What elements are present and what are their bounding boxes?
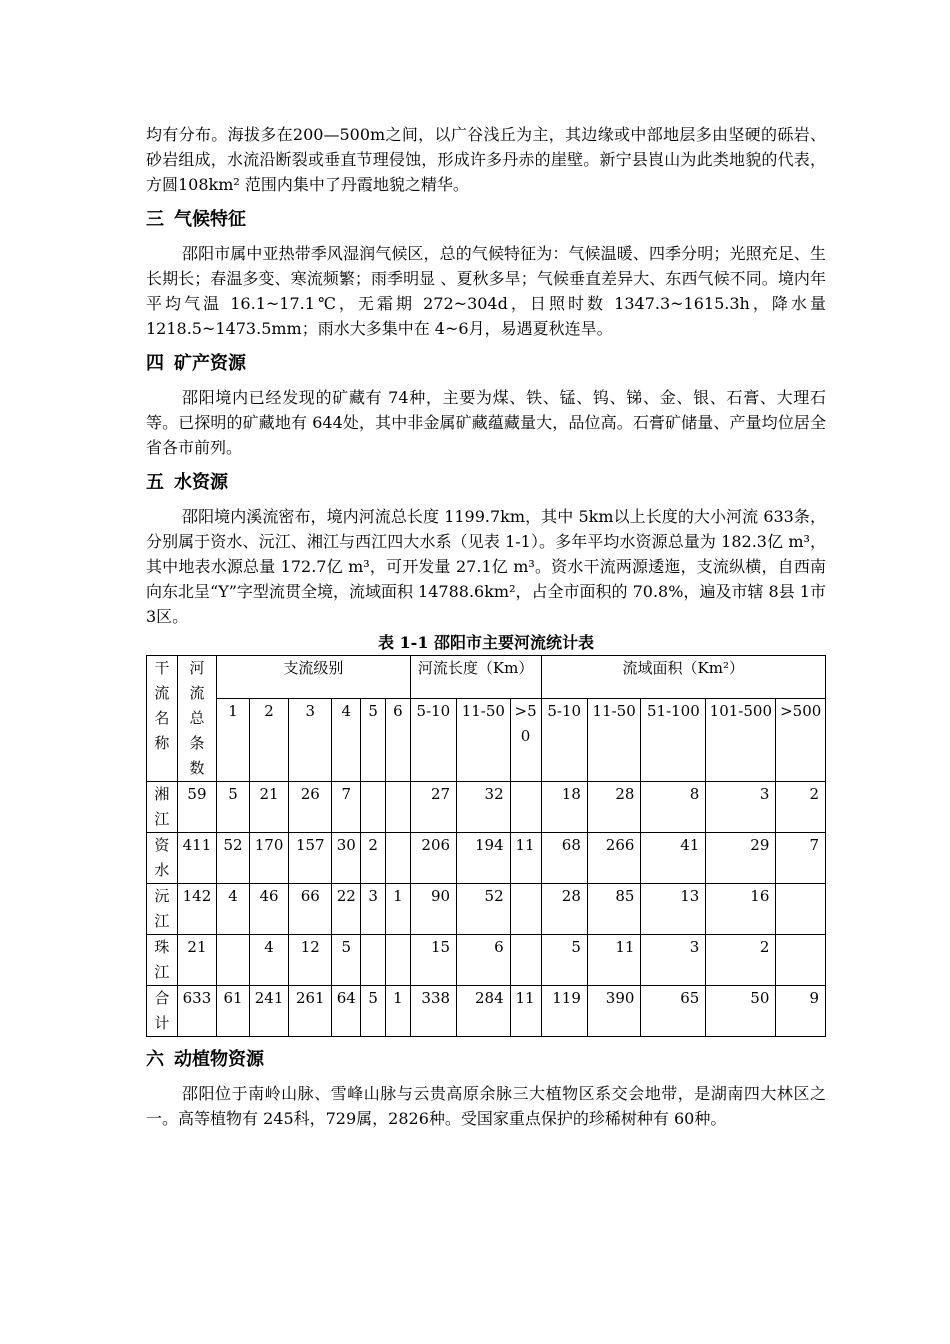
branch-level-4: 4	[332, 698, 361, 781]
river-name: 珠江	[147, 935, 178, 986]
table-cell: 284	[457, 986, 511, 1037]
table-cell: 633	[177, 986, 216, 1037]
table-cell: 5	[361, 986, 386, 1037]
length-bin-1: 5-10	[410, 698, 456, 781]
table-cell: 5	[541, 935, 587, 986]
section-heading-water: 五 水资源	[146, 472, 228, 493]
table-cell: 11	[587, 935, 641, 986]
table-caption: 表 1-1 邵阳市主要河流统计表	[377, 633, 595, 652]
table-cell: 206	[410, 833, 456, 884]
area-bin-1: 5-10	[541, 698, 587, 781]
table-cell: 65	[641, 986, 706, 1037]
river-name: 资水	[147, 833, 178, 884]
table-cell: 157	[289, 833, 332, 884]
table-cell: 7	[776, 833, 826, 884]
table-cell: 1	[385, 986, 410, 1037]
table-cell: 2	[776, 782, 826, 833]
table-cell: 22	[332, 884, 361, 935]
table-cell	[776, 935, 826, 986]
table-cell	[361, 935, 386, 986]
table-cell: 5	[332, 935, 361, 986]
table-cell: 4	[217, 884, 250, 935]
table-cell	[510, 884, 541, 935]
branch-level-2: 2	[249, 698, 288, 781]
table-cell: 27	[410, 782, 456, 833]
branch-level-5: 5	[361, 698, 386, 781]
header-river-length: 河流长度（Km）	[410, 656, 541, 699]
river-statistics-table	[146, 655, 826, 1037]
table-cell	[217, 935, 250, 986]
table-cell: 12	[289, 935, 332, 986]
table-cell: 29	[706, 833, 776, 884]
table-row	[147, 782, 826, 833]
river-name: 湘江	[147, 782, 178, 833]
table-row	[147, 884, 826, 935]
table-cell: 338	[410, 986, 456, 1037]
table-row	[147, 833, 826, 884]
table-cell: 170	[249, 833, 288, 884]
table-row-total	[147, 986, 826, 1037]
area-bin-2: 11-50	[587, 698, 641, 781]
table-header-row-2	[147, 698, 826, 781]
document-page	[146, 122, 826, 1131]
table-cell: 90	[410, 884, 456, 935]
branch-level-3: 3	[289, 698, 332, 781]
table-cell: 390	[587, 986, 641, 1037]
table-cell	[385, 833, 410, 884]
table-cell: 21	[249, 782, 288, 833]
table-cell	[510, 935, 541, 986]
header-branch-levels: 支流级别	[217, 656, 411, 699]
table-cell: 11	[510, 986, 541, 1037]
table-cell: 11	[510, 833, 541, 884]
table-cell: 52	[457, 884, 511, 935]
table-cell: 28	[587, 782, 641, 833]
table-cell: 266	[587, 833, 641, 884]
table-cell: 13	[641, 884, 706, 935]
table-cell: 142	[177, 884, 216, 935]
table-cell: 9	[776, 986, 826, 1037]
table-cell: 7	[332, 782, 361, 833]
area-bin-4: 101-500	[706, 698, 776, 781]
section-body-climate: 邵阳市属中亚热带季风湿润气候区，总的气候特征为：气候温暖、四季分明；光照充足、生长期长；春温多变、寒流频繁；雨季明显 、夏秋多旱；气候垂直差异大、东西气候不同。境内年平均气温 16.1~17.1℃，无霜期 272~304d，日照时数 1347.3~1615.3h，降水量 1218.5~1473.5mm；雨水大多集中在 4~6月，易遇夏秋连旱。	[146, 244, 826, 338]
table-cell: 61	[217, 986, 250, 1037]
table-cell	[385, 935, 410, 986]
table-cell: 119	[541, 986, 587, 1037]
table-cell: 8	[641, 782, 706, 833]
section-heading-minerals: 四 矿产资源	[146, 353, 246, 374]
table-cell: 5	[217, 782, 250, 833]
table-cell	[510, 782, 541, 833]
table-cell: 59	[177, 782, 216, 833]
area-bin-3: 51-100	[641, 698, 706, 781]
table-cell: 46	[249, 884, 288, 935]
table-cell: 4	[249, 935, 288, 986]
table-header-row-1	[147, 656, 826, 699]
area-bin-5: >500	[776, 698, 826, 781]
table-row	[147, 935, 826, 986]
table-cell: 411	[177, 833, 216, 884]
intro-paragraph: 均有分布。海拔多在200—500m之间，以广谷浅丘为主，其边缘或中部地层多由坚硬的砾岩、砂岩组成，水流沿断裂或垂直节理侵蚀，形成许多丹赤的崖壁。新宁县崀山为此类地貌的代表，方圆108km² 范围内集中了丹霞地貌之精华。	[146, 125, 826, 194]
table-cell: 194	[457, 833, 511, 884]
river-name: 沅江	[147, 884, 178, 935]
table-cell: 21	[177, 935, 216, 986]
table-cell: 15	[410, 935, 456, 986]
table-cell: 68	[541, 833, 587, 884]
table-cell	[385, 782, 410, 833]
table-cell: 41	[641, 833, 706, 884]
table-cell: 32	[457, 782, 511, 833]
table-cell: 50	[706, 986, 776, 1037]
table-cell: 28	[541, 884, 587, 935]
length-bin-3: >50	[510, 698, 541, 781]
table-cell: 52	[217, 833, 250, 884]
branch-level-6: 6	[385, 698, 410, 781]
table-cell: 6	[457, 935, 511, 986]
table-cell: 64	[332, 986, 361, 1037]
header-total-count: 河流总条数	[177, 656, 216, 782]
branch-level-1: 1	[217, 698, 250, 781]
table-cell: 3	[641, 935, 706, 986]
table-cell: 241	[249, 986, 288, 1037]
river-name: 合计	[147, 986, 178, 1037]
table-cell: 85	[587, 884, 641, 935]
section-body-flora-fauna: 邵阳位于南岭山脉、雪峰山脉与云贵高原余脉三大植物区系交会地带，是湖南四大林区之一。高等植物有 245科，729属，2826种。受国家重点保护的珍稀树种有 60种。	[146, 1084, 826, 1128]
table-cell: 3	[361, 884, 386, 935]
section-body-water: 邵阳境内溪流密布，境内河流总长度 1199.7km，其中 5km以上长度的大小河流 633条，分别属于资水、沅江、湘江与西江四大水系（见表 1-1）。多年平均水资源总量为 182.3亿 m³，其中地表水源总量 172.7亿 m³，可开发量 27.1亿 m³。资水干流两源逶迤，支流纵横，自西南向东北呈“Y”字型流贯全境，流域面积 14788.6km²，占全市面积的 70.8%，遍及市辖 8县 1市 3区。	[146, 507, 826, 626]
section-heading-flora-fauna: 六 动植物资源	[146, 1049, 264, 1070]
table-cell	[776, 884, 826, 935]
section-body-minerals: 邵阳境内已经发现的矿藏有 74种，主要为煤、铁、锰、钨、锑、金、银、石膏、大理石等。已探明的矿藏地有 644处，其中非金属矿藏蕴藏量大，品位高。石膏矿储量、产量均位居全省各市前列。	[146, 388, 826, 457]
table-cell: 18	[541, 782, 587, 833]
length-bin-2: 11-50	[457, 698, 511, 781]
table-cell	[361, 782, 386, 833]
table-cell: 66	[289, 884, 332, 935]
header-basin-area: 流域面积（Km²）	[541, 656, 825, 699]
section-heading-climate: 三 气候特征	[146, 209, 246, 230]
table-cell: 30	[332, 833, 361, 884]
table-cell: 261	[289, 986, 332, 1037]
table-cell: 16	[706, 884, 776, 935]
table-cell: 1	[385, 884, 410, 935]
table-cell: 26	[289, 782, 332, 833]
header-main-river: 干流名称	[147, 656, 178, 782]
table-cell: 2	[706, 935, 776, 986]
table-cell: 2	[361, 833, 386, 884]
table-cell: 3	[706, 782, 776, 833]
